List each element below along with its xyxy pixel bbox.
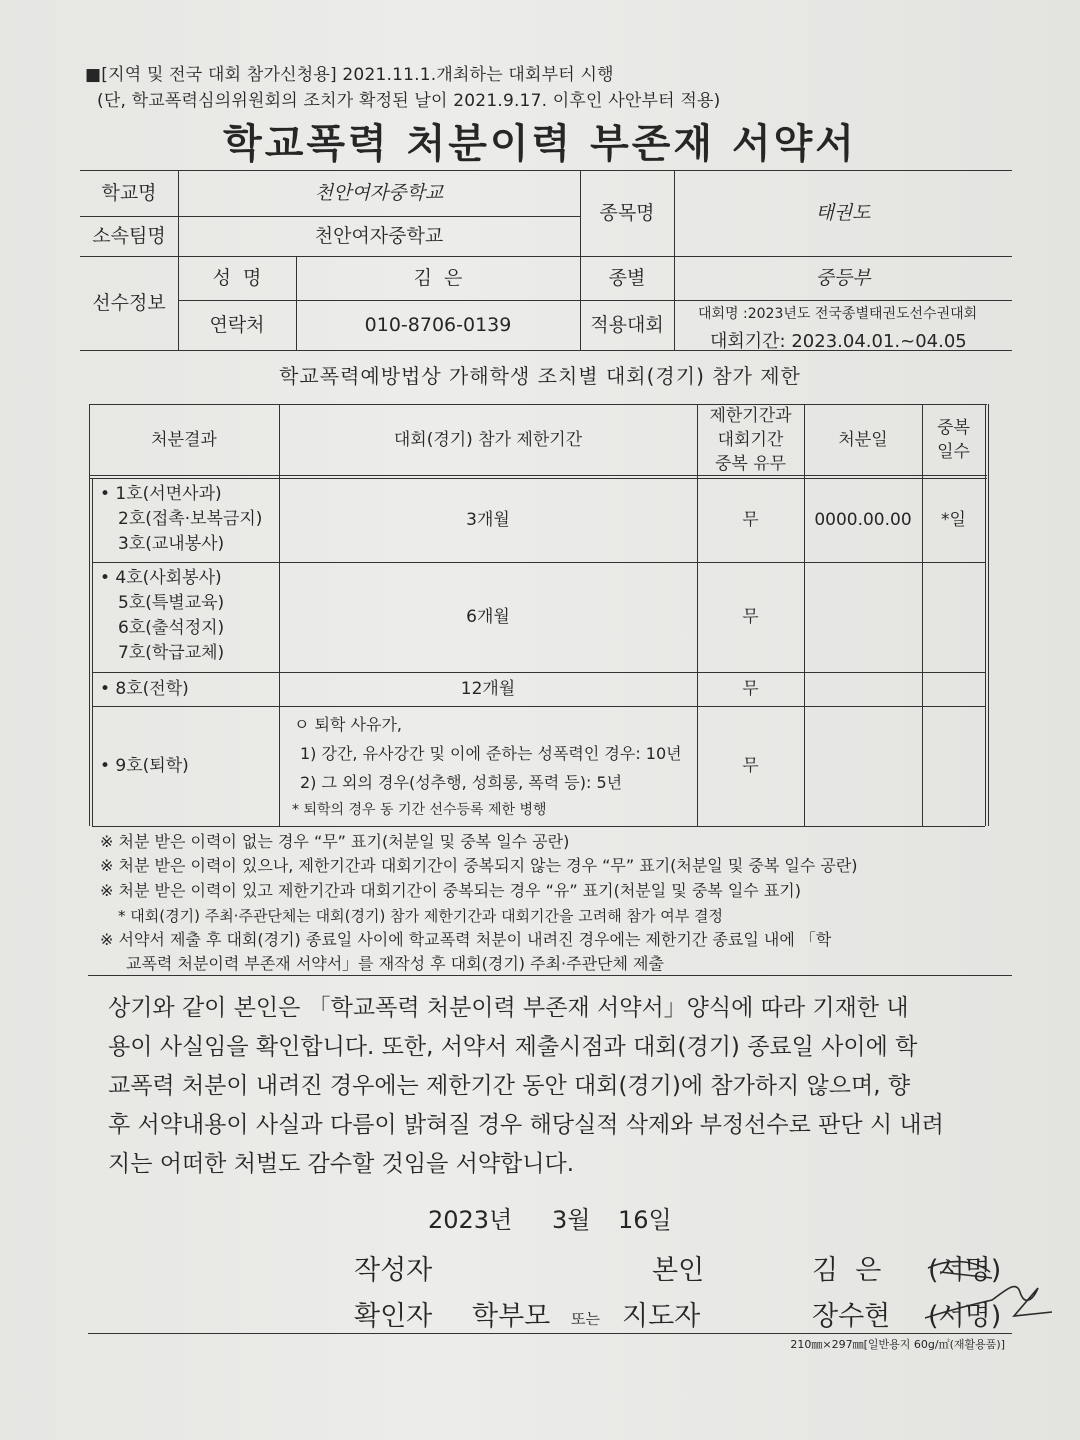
date-month: 3월 xyxy=(552,1206,591,1234)
table-row-overlap: 무 xyxy=(742,607,759,627)
restriction-subtitle: 학교폭력예방법상 가해학생 조치별 대회(경기) 참가 제한 xyxy=(279,364,801,388)
team-label: 소속팀명 xyxy=(92,224,166,247)
list-item: 5호(특별교육) xyxy=(118,593,225,613)
note-2: ※ 처분 받은 이력이 있으나, 제한기간과 대회기간이 중복되지 않는 경우 “무” 표기(처분일 및 중복 일수 공란) xyxy=(100,856,858,875)
table-row-date: 0000.00.00 xyxy=(814,510,912,530)
confirmer-label: 확인자 xyxy=(354,1301,433,1332)
pledge-line-3: 교폭력 처분이 내려진 경우에는 제한기간 동안 대회(경기)에 참가하지 않으며, 향 xyxy=(108,1073,911,1099)
expulsion-reason-heading: ㅇ 퇴학 사유가, xyxy=(294,715,402,734)
pledge-line-5: 지는 어떠한 처벌도 감수할 것임을 서약합니다. xyxy=(108,1151,575,1177)
list-item: • 1호(서면사과) xyxy=(100,484,222,504)
writer-role: 본인 xyxy=(652,1255,705,1286)
col-header-result: 처분결과 xyxy=(151,429,217,450)
restriction-table-border xyxy=(985,404,986,826)
divider xyxy=(88,975,1012,976)
col-header-period: 대회(경기) 참가 제한기간 xyxy=(393,429,583,450)
date-day: 16일 xyxy=(618,1206,672,1234)
phone-label: 연락처 xyxy=(209,313,265,336)
note-5-cont: 교폭력 처분이력 부존재 서약서」를 재작성 후 대회(경기) 주최·주관단체 제출 xyxy=(126,954,664,973)
school-label: 학교명 xyxy=(101,181,157,204)
team-value: 천안여자중학교 xyxy=(314,224,444,247)
event-value: 태권도 xyxy=(815,201,871,224)
note-5: ※ 서약서 제출 후 대회(경기) 종료일 사이에 학교폭력 처분이 내려진 경우에는 제한기간 종료일 내에 「학 xyxy=(100,930,832,949)
note-3: ※ 처분 받은 이력이 있고 제한기간과 대회기간이 중복되는 경우 “유” 표기(처분일 및 중복 일수 표기) xyxy=(100,881,802,900)
writer-name: 김 은 xyxy=(812,1255,882,1286)
restriction-table-border xyxy=(89,475,987,476)
table-row-result xyxy=(100,566,224,666)
note-4: * 대회(경기) 주최·주관단체는 대회(경기) 참가 제한기간과 대회기간을 고려해 참가 여부 결정 xyxy=(118,907,724,925)
footer-divider xyxy=(88,1333,1012,1334)
document-title: 학교폭력 처분이력 부존재 서약서 xyxy=(223,121,857,167)
confirmer-role-parent: 학부모 xyxy=(472,1301,551,1332)
competition-label: 적용대회 xyxy=(590,313,664,336)
list-item: 7호(학급교체) xyxy=(118,643,225,663)
restriction-table-border xyxy=(988,404,989,826)
table-row-result xyxy=(100,677,189,702)
table-row-period: 12개월 xyxy=(460,679,516,699)
pledge-line-2: 용이 사실임을 확인합니다. 또한, 서약서 제출시점과 대회(경기) 종료일 사이에 학 xyxy=(108,1034,918,1060)
paper-spec: 210㎜×297㎜[일반용지 60g/㎡(재활용품)] xyxy=(790,1338,1005,1351)
list-item: 6호(출석정지) xyxy=(118,618,225,638)
writer-sign-label: (서명) xyxy=(928,1255,1002,1286)
division-value: 중등부 xyxy=(815,266,871,289)
division-label: 종별 xyxy=(608,266,646,289)
writer-label: 작성자 xyxy=(354,1255,433,1286)
confirmer-role-coach: 지도자 xyxy=(622,1301,701,1332)
table-row-days: *일 xyxy=(941,510,966,530)
expulsion-reason-2: 2) 그 외의 경우(성추행, 성희롱, 폭력 등): 5년 xyxy=(300,773,623,792)
list-item: • 4호(사회봉사) xyxy=(100,568,222,588)
header-notice-line2: (단, 학교폭력심의위원회의 조치가 확정된 날이 2021.9.17. 이후인 사안부터 적용) xyxy=(97,91,721,111)
phone-value: 010-8706-0139 xyxy=(364,313,512,336)
list-item: • 8호(전학) xyxy=(100,679,189,699)
table-row-result: • 9호(퇴학) xyxy=(100,756,189,776)
header-notice-line1: ■[지역 및 전국 대회 참가신청용] 2021.11.1.개최하는 대회부터 시행 xyxy=(85,65,614,85)
pledge-line-1: 상기와 같이 본인은 「학교폭력 처분이력 부존재 서약서」양식에 따라 기재한 내 xyxy=(108,995,909,1021)
table-row-result xyxy=(100,482,262,557)
name-label: 성 명 xyxy=(212,266,262,289)
table-row-overlap: 무 xyxy=(742,679,759,699)
expulsion-note: * 퇴학의 경우 동 기간 선수등록 제한 병행 xyxy=(292,802,547,818)
expulsion-reason-1: 1) 강간, 유사강간 및 이에 준하는 성폭력인 경우: 10년 xyxy=(300,744,682,763)
confirmer-or: 또는 xyxy=(571,1310,600,1328)
col-header-days: 중복 일수 xyxy=(937,417,970,462)
school-value: 천안여자중학교 xyxy=(314,181,444,204)
pledge-line-4: 후 서약내용이 사실과 다름이 밝혀질 경우 해당실적 삭제와 부정선수로 판단 시 내려 xyxy=(108,1112,944,1138)
table-row-overlap: 무 xyxy=(742,756,759,776)
confirmer-sign-label: (서명) xyxy=(928,1301,1002,1332)
confirmer-name: 장수현 xyxy=(812,1301,891,1332)
list-item: 2호(접촉·보복금지) xyxy=(118,509,263,529)
event-label: 종목명 xyxy=(599,201,655,224)
table-row-period: 3개월 xyxy=(466,510,510,530)
list-item: 3호(교내봉사) xyxy=(118,534,225,554)
note-1: ※ 처분 받은 이력이 없는 경우 “무” 표기(처분일 및 중복 일수 공란) xyxy=(100,832,570,851)
table-row-overlap: 무 xyxy=(742,510,759,530)
col-header-overlap: 제한기간과 대회기간 중복 유무 xyxy=(709,405,792,474)
player-info-label: 선수정보 xyxy=(92,291,166,314)
competition-period: 대회기간: 2023.04.01.~04.05 xyxy=(710,331,967,352)
col-header-date: 처분일 xyxy=(838,429,888,450)
name-value: 김 은 xyxy=(413,266,463,289)
competition-name: 대회명 :2023년도 전국종별태권도선수권대회 xyxy=(698,306,978,322)
date-year: 2023년 xyxy=(428,1206,513,1234)
restriction-table-border xyxy=(92,826,985,827)
table-row-period: 6개월 xyxy=(466,607,510,627)
handwritten-signature xyxy=(920,1250,1060,1335)
